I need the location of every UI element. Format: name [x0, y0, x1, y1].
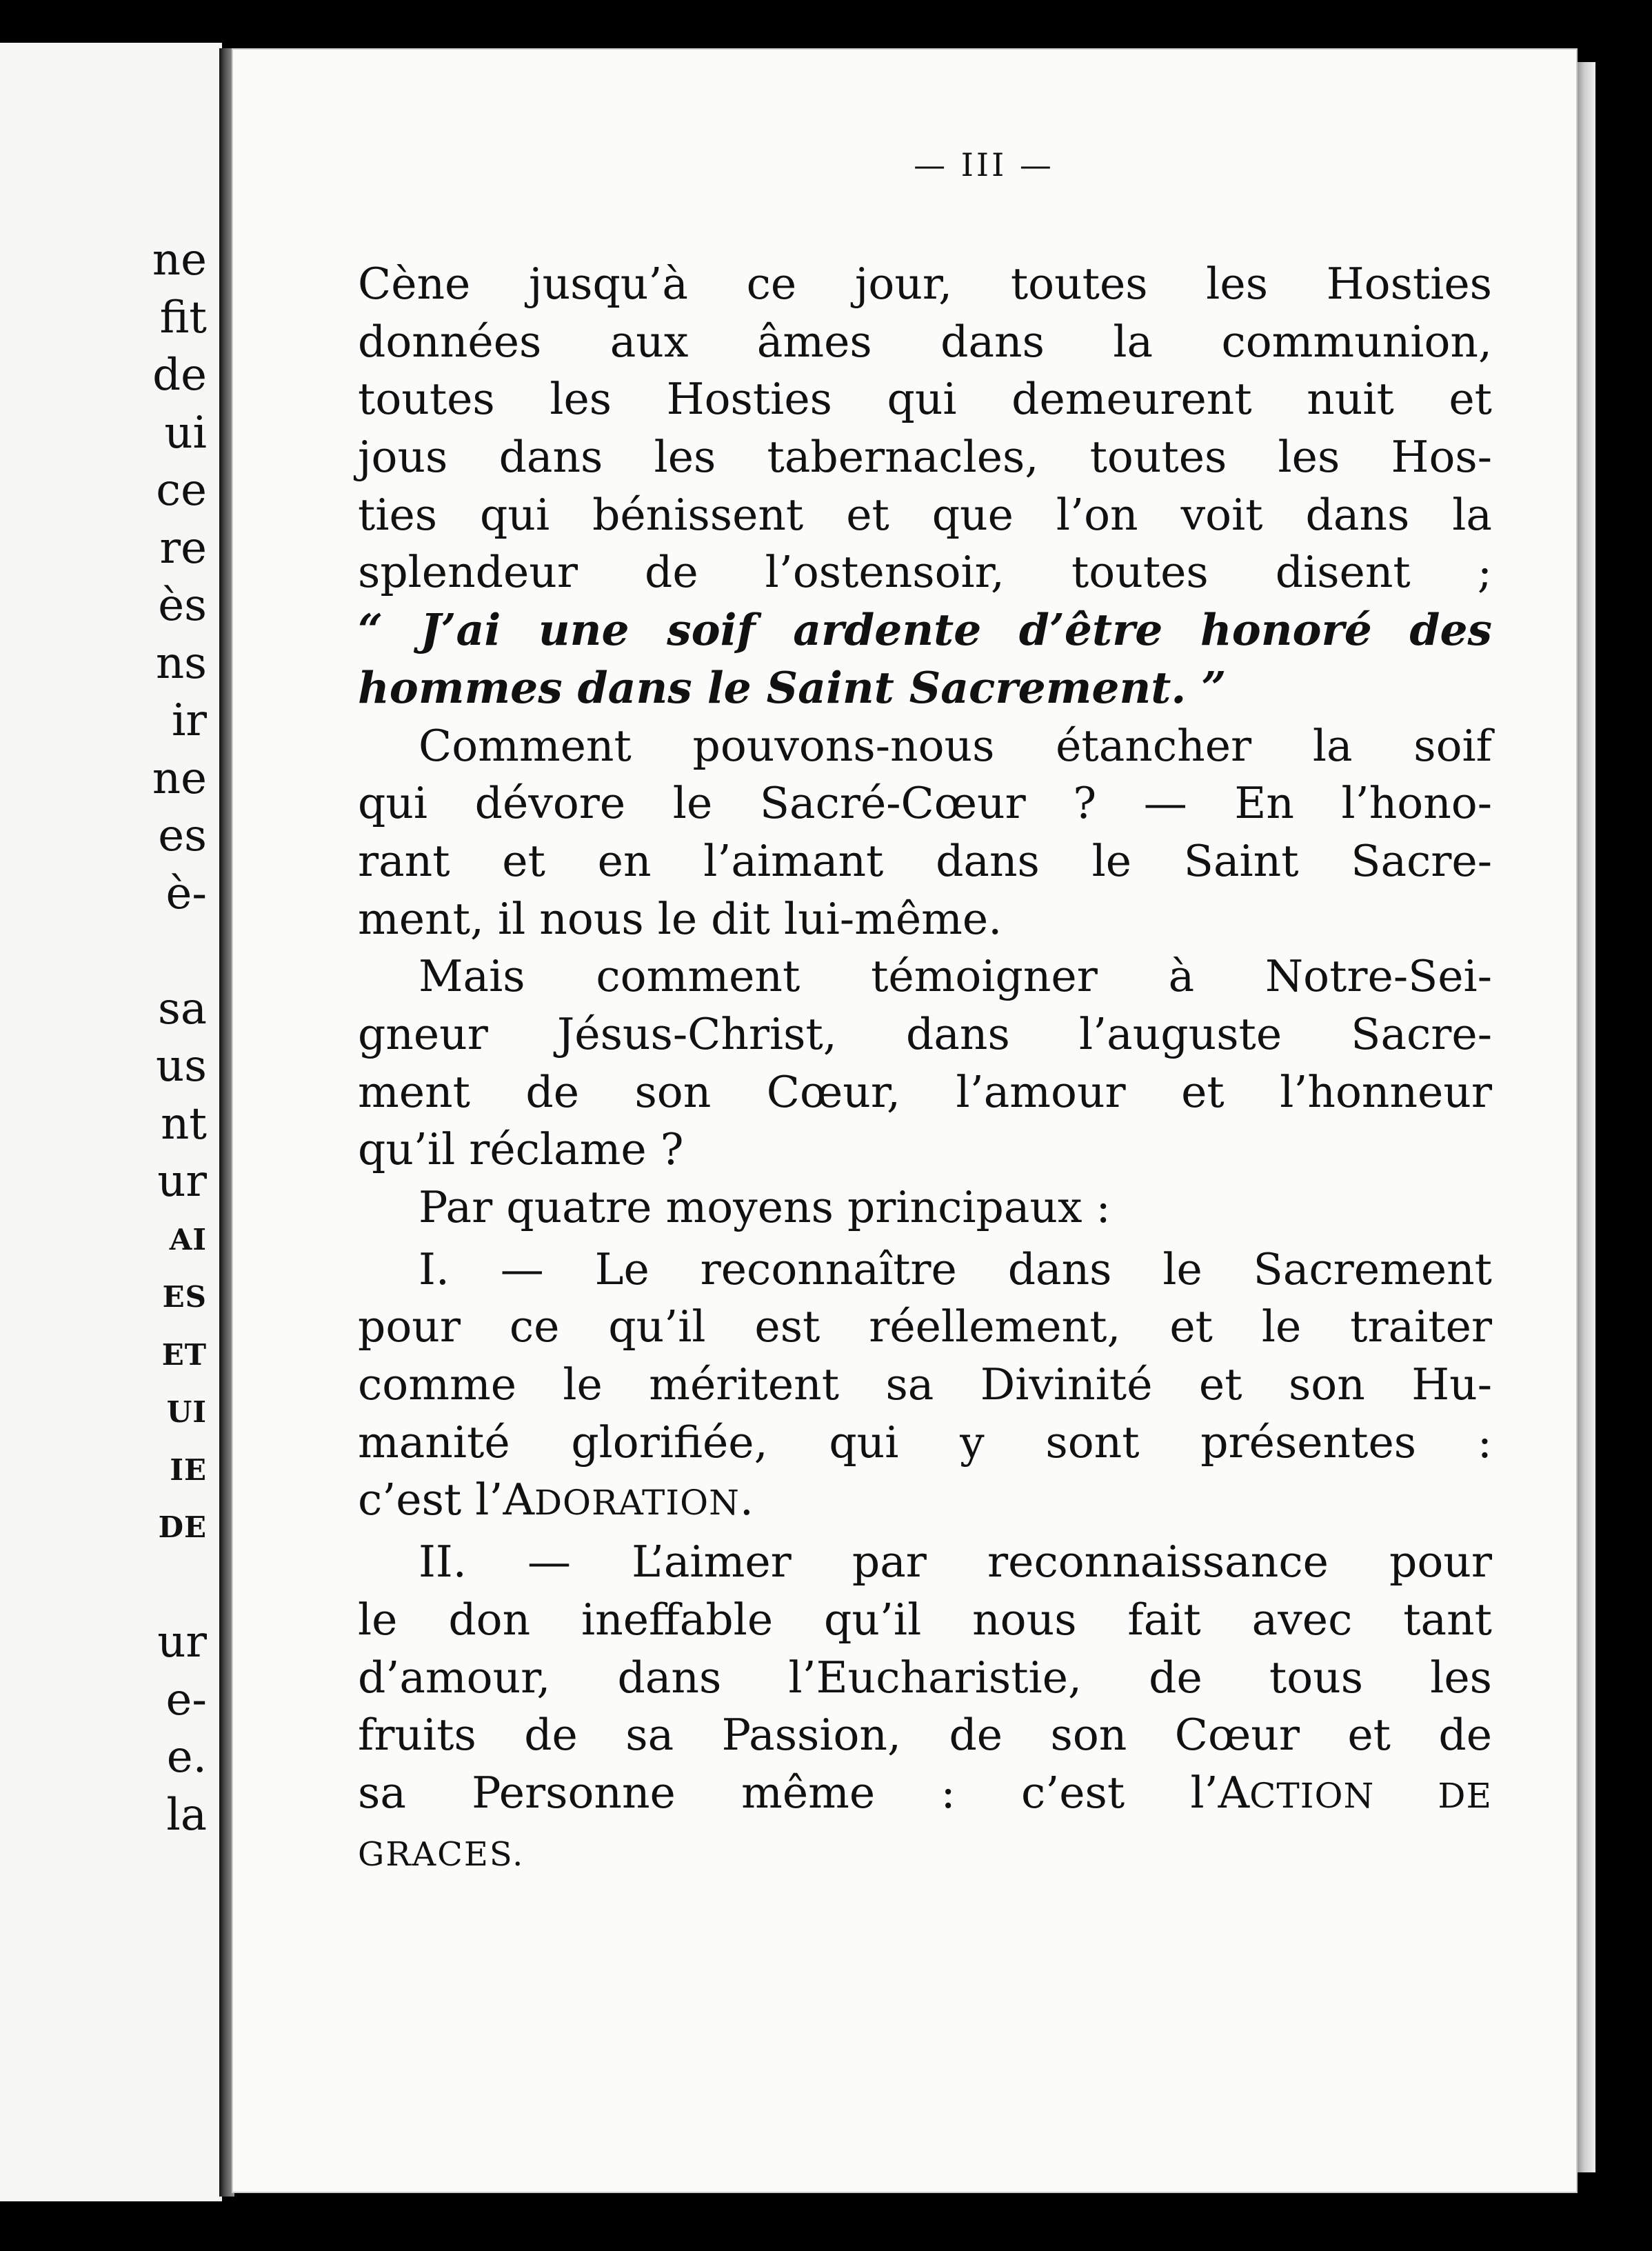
text-line: ties qui bénissent et que l’on voit dans la: [358, 489, 1492, 540]
previous-page-fragment: ur: [157, 1156, 207, 1207]
small-caps-term: DORATION: [534, 1483, 740, 1523]
previous-page-fragment: la: [166, 1789, 207, 1841]
text-line: d’amour, dans l’Eucharistie, de tous les: [358, 1652, 1492, 1703]
previous-page-fragment: ur: [157, 1617, 207, 1668]
text-span: c’est l’A: [358, 1474, 534, 1525]
text-line: manité glorifiée, qui y sont présentes :: [358, 1417, 1492, 1468]
text-line: données aux âmes dans la communion,: [358, 316, 1492, 367]
paragraph-start-line: Par quatre moyens principaux :: [419, 1182, 1111, 1232]
previous-page-fragment: sa: [158, 983, 207, 1034]
previous-page-fragment: ET: [161, 1337, 207, 1372]
text-span: .: [739, 1474, 754, 1525]
small-caps-term: CTION DE: [1249, 1775, 1492, 1816]
previous-page-fragment: ce: [156, 465, 207, 516]
previous-page-fragment: [0, 1557, 207, 1614]
text-line: [358, 1471, 1492, 1529]
previous-page-fragment: us: [155, 1041, 207, 1092]
previous-page-fragment: UI: [166, 1395, 207, 1429]
previous-page-fragment: de: [152, 350, 207, 401]
previous-page-fragment: ne: [152, 752, 207, 804]
small-caps-term: GRACES.: [358, 1834, 525, 1874]
text-line: Cène jusqu’à ce jour, toutes les Hosties: [358, 259, 1492, 309]
previous-page-fragment: nt: [161, 1098, 207, 1150]
text-line: toutes les Hosties qui demeurent nuit et: [358, 374, 1492, 425]
page-stack-edge: [1578, 62, 1595, 2172]
text-line: gneur Jésus-Christ, dans l’auguste Sacre-: [358, 1008, 1492, 1059]
page-number: — III —: [914, 146, 1054, 183]
text-line: [358, 1764, 1492, 1822]
current-page: [232, 48, 1578, 2193]
text-line: qu’il réclame ?: [358, 1124, 684, 1175]
quotation-line: “ J’ai une soif ardente d’être honoré des: [358, 604, 1492, 656]
paragraph-start-line: Mais comment témoigner à Notre-Sei-: [419, 951, 1492, 1002]
previous-page-fragment: fit: [159, 292, 207, 343]
previous-page-fragment: re: [159, 522, 207, 574]
previous-page-fragment: IE: [170, 1452, 207, 1487]
previous-page-fragment: AI: [169, 1222, 207, 1257]
previous-page-fragment: è-: [165, 868, 207, 919]
text-span: sa Personne même : c’est l’A: [358, 1767, 1250, 1818]
previous-page-fragment: [0, 923, 207, 981]
text-line: jous dans les tabernacles, toutes les Hos-: [358, 432, 1492, 483]
text-line: [358, 1822, 1492, 1880]
text-line: comme le méritent sa Divinité et son Hu-: [358, 1359, 1492, 1410]
previous-page-fragment: ne: [152, 234, 207, 286]
text-line: fruits de sa Passion, de son Cœur et de: [358, 1710, 1492, 1761]
text-line: splendeur de l’ostensoir, toutes disent ;: [358, 547, 1492, 598]
text-line: ment de son Cœur, l’amour et l’honneur: [358, 1066, 1492, 1117]
previous-page-fragment: es: [158, 810, 207, 861]
previous-page-fragment: e-: [165, 1674, 207, 1725]
paragraph-start-line: II. — L’aimer par reconnaissance pour: [419, 1537, 1492, 1588]
previous-page-fragment: ir: [171, 695, 207, 746]
text-line: pour ce qu’il est réellement, et le traiter: [358, 1301, 1492, 1352]
text-line: le don ineffable qu’il nous fait avec tant: [358, 1594, 1492, 1645]
quotation-line: hommes dans le Saint Sacrement. ”: [358, 661, 1227, 713]
page-body-text: [358, 255, 1492, 1879]
paragraph-start-line: I. — Le reconnaître dans le Sacrement: [419, 1243, 1492, 1294]
previous-page-fragment: e.: [166, 1732, 207, 1783]
text-line: rant et en l’aimant dans le Saint Sacre-: [358, 835, 1492, 886]
previous-page-line-endings: [0, 232, 207, 1844]
previous-page-fragment: DE: [158, 1510, 207, 1544]
previous-page-fragment: ES: [162, 1280, 207, 1314]
previous-page-fragment: ès: [158, 580, 207, 631]
text-line: qui dévore le Sacré-Cœur ? — En l’hono-: [358, 778, 1492, 829]
previous-page-fragment: ui: [164, 407, 207, 459]
text-line: ment, il nous le dit lui-même.: [358, 893, 1003, 944]
previous-page-fragment: ns: [155, 637, 207, 689]
previous-page-edge: [0, 43, 222, 2201]
paragraph-start-line: Comment pouvons-nous étancher la soif: [419, 720, 1492, 771]
